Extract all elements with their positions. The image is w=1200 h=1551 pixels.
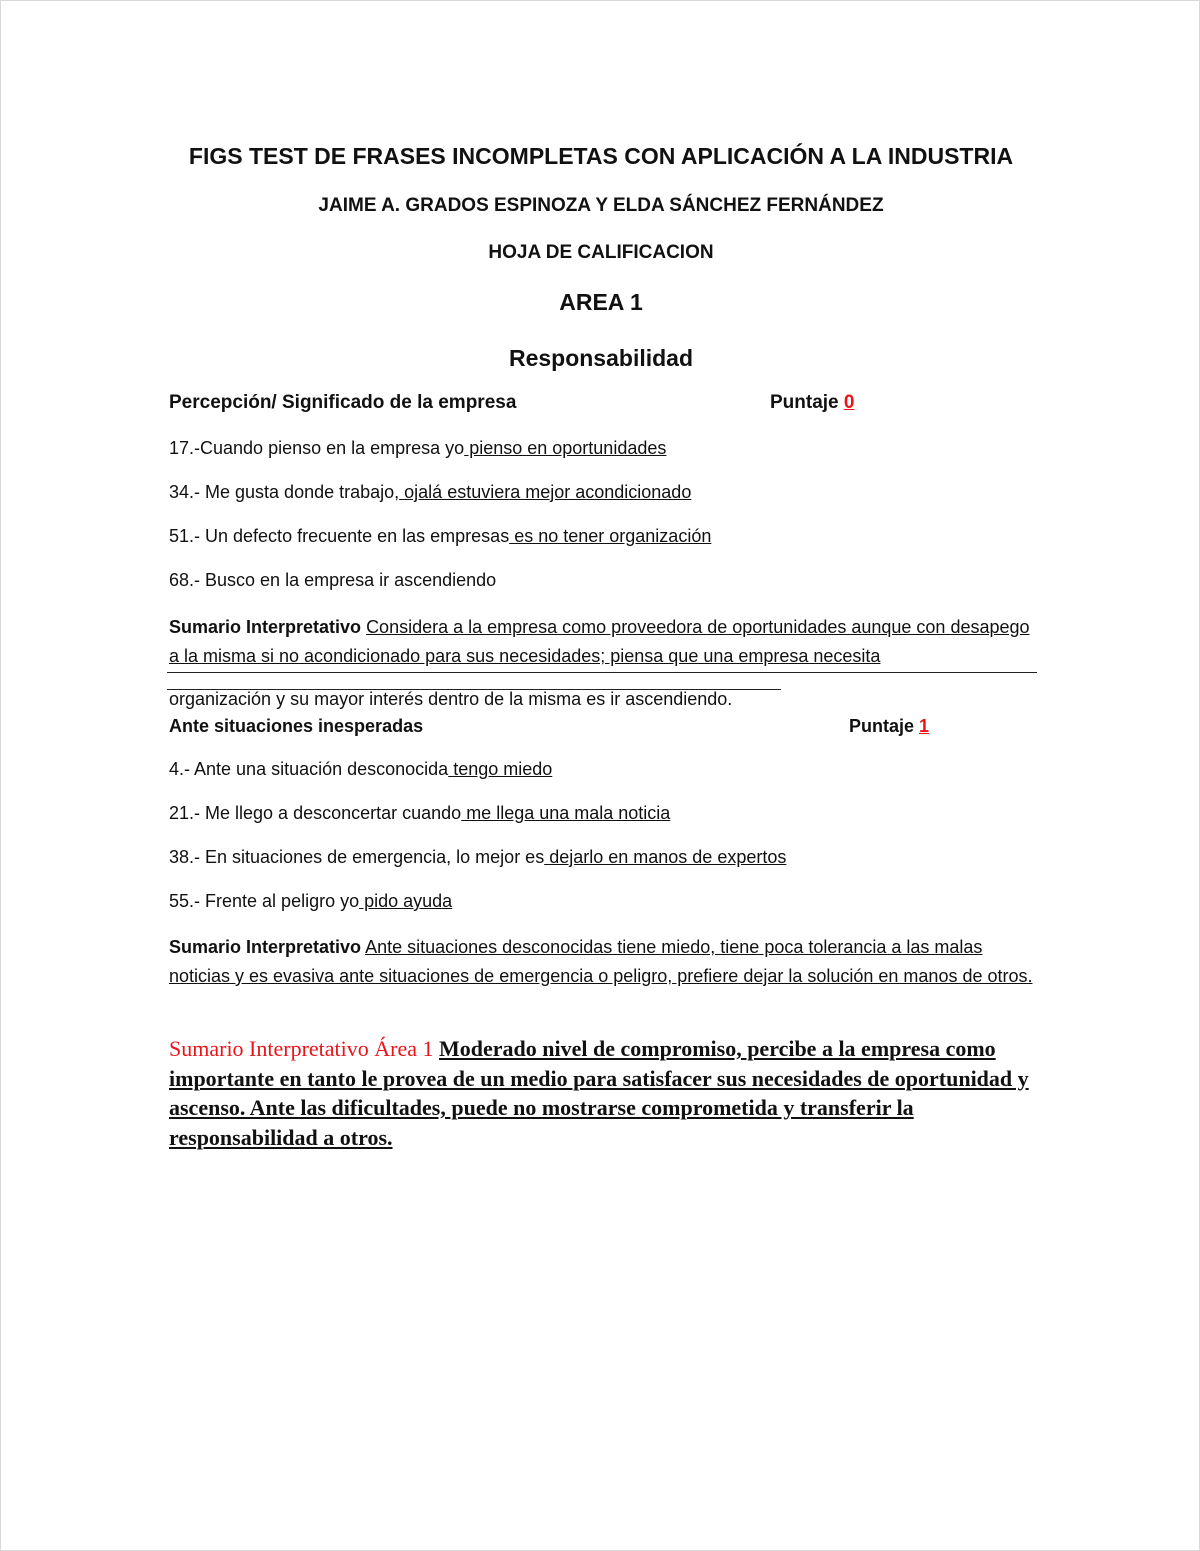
summary-rule bbox=[167, 672, 1037, 673]
section2-heading: Ante situaciones inesperadas bbox=[169, 716, 424, 736]
item-prompt: 34.- Me gusta donde trabajo, bbox=[169, 482, 400, 502]
section2-item bbox=[169, 891, 452, 912]
item-answer: dejarlo en manos de expertos bbox=[544, 847, 787, 867]
section1-item bbox=[169, 526, 711, 547]
section2-score-label: Puntaje bbox=[849, 716, 915, 736]
summary-label: Sumario Interpretativo bbox=[169, 617, 362, 637]
area-name: Responsabilidad bbox=[508, 345, 694, 371]
section2-item bbox=[169, 759, 552, 780]
sheet-title: HOJA DE CALIFICACION bbox=[488, 242, 714, 263]
document-authors: JAIME A. GRADOS ESPINOZA Y ELDA SÁNCHEZ FERNÁNDEZ bbox=[318, 195, 884, 216]
section1-item bbox=[169, 438, 666, 459]
summary-rule bbox=[167, 689, 781, 690]
area-final-summary bbox=[169, 1034, 1039, 1152]
section1-score bbox=[770, 392, 854, 414]
summary-text: Ante situaciones desconocidas tiene miedo, tiene poca tolerancia a las malas noticias y es evasiva ante situaciones de emergencia o peligro, prefiere dejar la solución en manos de otros. bbox=[169, 937, 1033, 986]
item-prompt: 21.- Me llego a desconcertar cuando bbox=[169, 803, 462, 823]
section2-item bbox=[169, 803, 670, 824]
section1-summary bbox=[169, 613, 1044, 671]
item-prompt: 17.-Cuando pienso en la empresa yo bbox=[169, 438, 465, 458]
section1-item bbox=[169, 482, 691, 503]
item-answer: ojalá estuviera mejor acondicionado bbox=[399, 482, 692, 502]
item-prompt: 68.- Busco en la empresa ir ascendiendo bbox=[169, 570, 497, 590]
section1-heading: Percepción/ Significado de la empresa bbox=[169, 392, 517, 413]
item-answer: es no tener organización bbox=[509, 526, 712, 546]
final-summary-text: Moderado nivel de compromiso, percibe a la empresa como importante en tanto le provea de un medio para satisfacer sus necesidades de oportunidad y ascenso. Ante las dificultades, puede no mostrarse comprometida y transferir la responsabilidad a otros. bbox=[169, 1036, 1029, 1150]
summary-text: Considera a la empresa como proveedora de oportunidades aunque con desapego a la misma si no acondicionado para sus necesidades; piensa que una empresa necesita bbox=[169, 617, 1030, 666]
item-answer: me llega una mala noticia bbox=[461, 803, 671, 823]
section1-score-value: 0 bbox=[843, 392, 855, 413]
final-summary-label: Sumario Interpretativo Área 1 bbox=[169, 1036, 434, 1061]
item-prompt: 51.- Un defecto frecuente en las empresas bbox=[169, 526, 510, 546]
item-answer: pido ayuda bbox=[359, 891, 453, 911]
section2-summary bbox=[169, 933, 1034, 991]
item-prompt: 55.- Frente al peligro yo bbox=[169, 891, 360, 911]
item-answer: pienso en oportunidades bbox=[464, 438, 667, 458]
summary-label: Sumario Interpretativo bbox=[169, 937, 362, 957]
item-prompt: 4.- Ante una situación desconocida bbox=[169, 759, 449, 779]
section2-item bbox=[169, 847, 786, 868]
item-prompt: 38.- En situaciones de emergencia, lo mejor es bbox=[169, 847, 545, 867]
section1-score-label: Puntaje bbox=[770, 392, 839, 413]
section1-item bbox=[169, 570, 496, 591]
section2-score-value: 1 bbox=[919, 716, 930, 736]
summary-text-cont: organización y su mayor interés dentro de la misma es ir ascendiendo. bbox=[169, 689, 733, 709]
item-answer: tengo miedo bbox=[448, 759, 553, 779]
document-title: FIGS TEST DE FRASES INCOMPLETAS CON APLICACIÓN A LA INDUSTRIA bbox=[188, 143, 1014, 169]
section2-score bbox=[849, 716, 929, 737]
area-title: AREA 1 bbox=[559, 289, 643, 315]
